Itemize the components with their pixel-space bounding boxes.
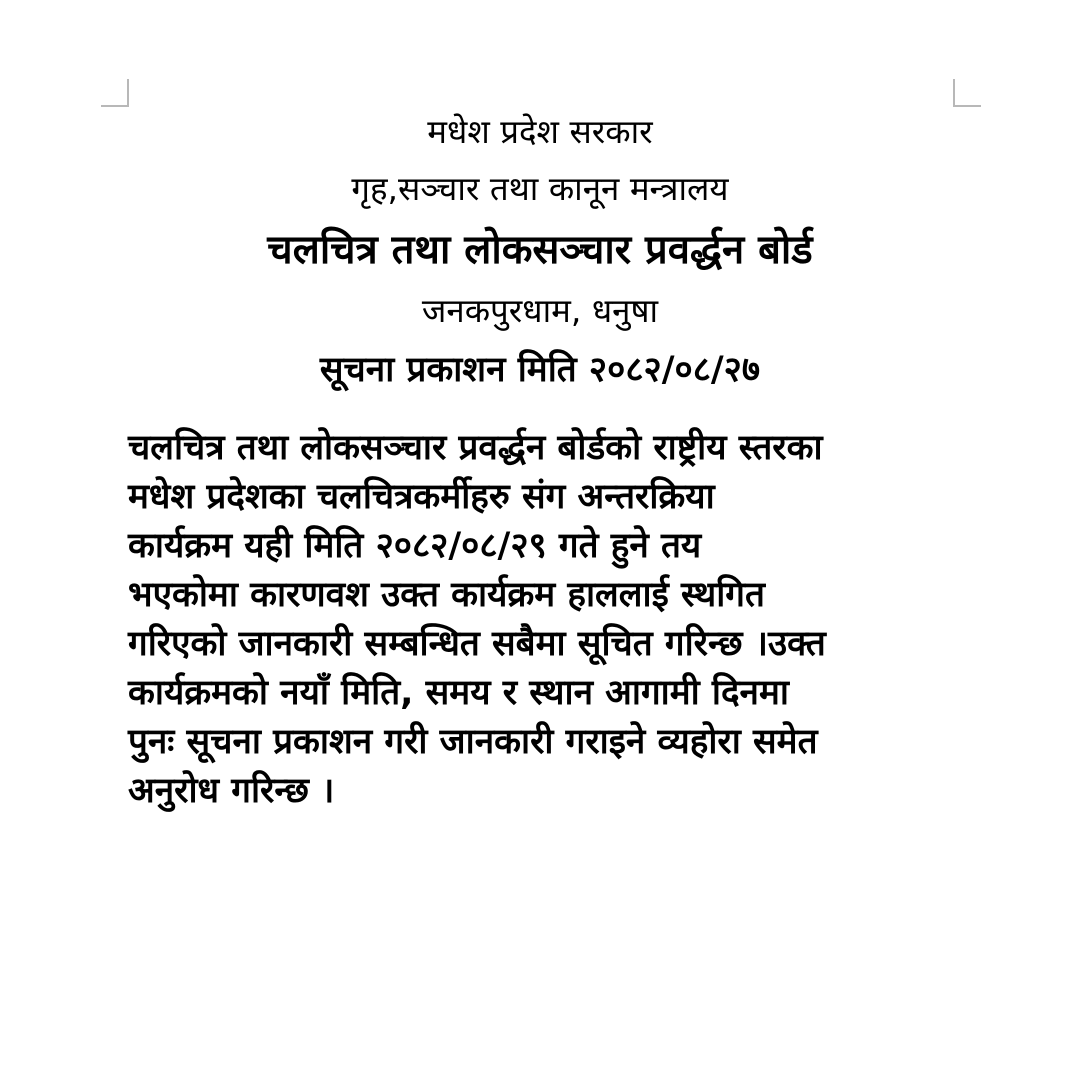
- notice-body: [128, 424, 958, 816]
- notice-publication-date: सूचना प्रकाशन मिति २०८२/०८/२७: [319, 350, 761, 390]
- notice-header: [140, 104, 940, 400]
- notice-body-line: मधेश प्रदेशका चलचित्रकर्मीहरु संग अन्तरक्रिया: [128, 477, 715, 517]
- board-name: चलचित्र तथा लोकसञ्चार प्रवर्द्धन बोर्ड: [267, 227, 813, 273]
- notice-body-line: चलचित्र तथा लोकसञ्चार प्रवर्द्धन बोर्डको राष्ट्रीय स्तरका: [128, 428, 823, 468]
- notice-body-line: अनुरोध गरिन्छ ।: [128, 771, 335, 811]
- notice-body-line: कार्यक्रमको नयाँ मिति, समय र स्थान आगामी दिनमा: [128, 673, 789, 713]
- ministry-name: गृह,सञ्चार तथा कानून मन्त्रालय: [351, 169, 729, 208]
- notice-body-line: गरिएको जानकारी सम्बन्धित सबैमा सूचित गरिन्छ ।उक्त: [128, 624, 826, 664]
- notice-body-line: कार्यक्रम यही मिति २०८२/०८/२९ गते हुने तय: [128, 526, 702, 566]
- office-location: जनकपुरधाम, धनुषा: [421, 291, 659, 330]
- province-government-title: मधेश प्रदेश सरकार: [427, 112, 653, 151]
- notice-body-line: पुनः सूचना प्रकाशन गरी जानकारी गराइने व्यहोरा समेत: [128, 722, 818, 762]
- notice-body-line: भएकोमा कारणवश उक्त कार्यक्रम हाललाई स्थगित: [128, 575, 765, 615]
- top-left-margin-mark: [101, 79, 129, 107]
- top-right-margin-mark: [953, 79, 981, 107]
